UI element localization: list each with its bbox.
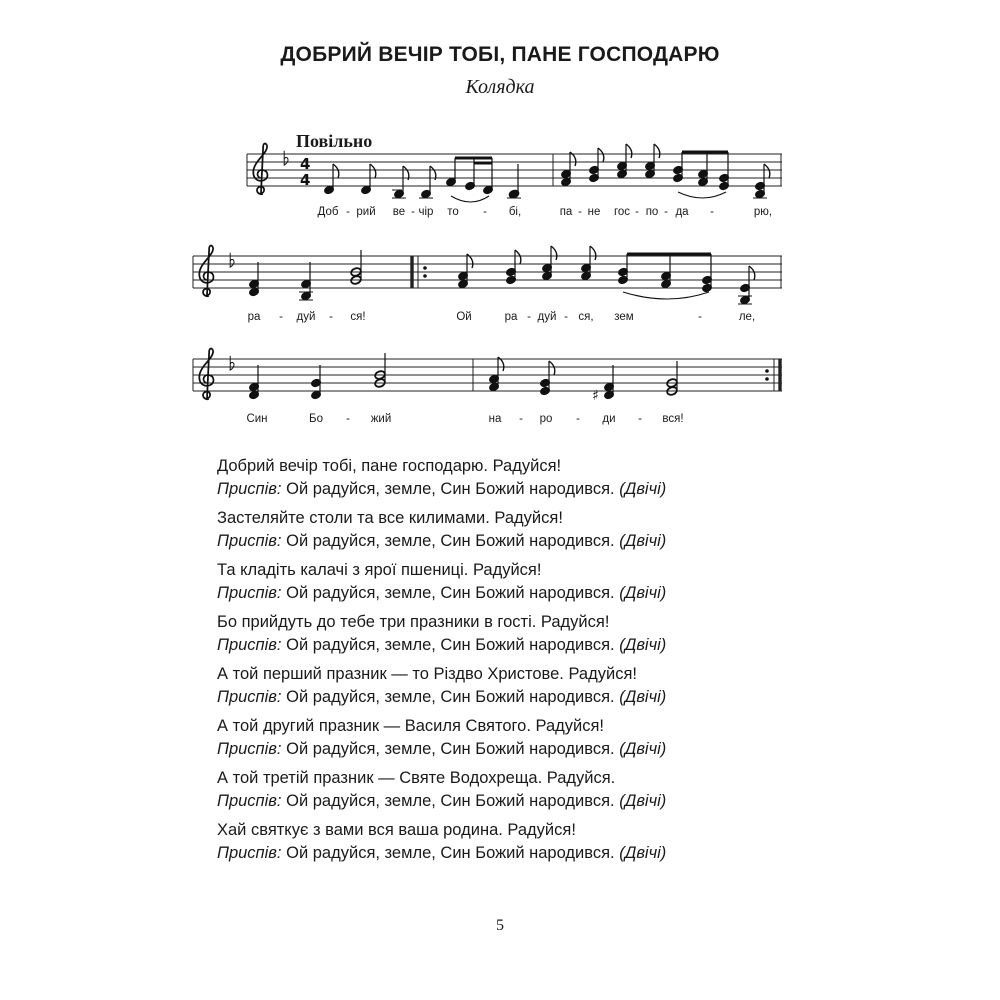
lyric-hyphen: - (578, 206, 582, 218)
refrain-line (217, 790, 777, 813)
refrain-text: Ой радуйся, земле, Син Божий народився. (286, 583, 615, 602)
lyric-syllable: чір (418, 206, 434, 218)
repeat-mark: (Двічі) (619, 791, 667, 810)
refrain-label: Приспів: (217, 687, 282, 706)
refrain-label: Приспів: (217, 791, 282, 810)
treble-clef-icon (253, 144, 267, 195)
refrain-line (217, 738, 777, 761)
verse (217, 611, 777, 656)
verse (217, 819, 777, 864)
repeat-dot (423, 274, 427, 278)
verse-line: Застеляйте столи та все килимами. Радуйся! (217, 509, 563, 527)
flat-sign-icon (230, 356, 234, 370)
verse-line: Бо прийдуть до тебе три празники в гості. Радуйся! (217, 613, 610, 631)
music-score (0, 0, 1000, 450)
verse-line: Добрий вечір тобі, пане господарю. Радуйся! (217, 457, 562, 475)
lyric-syllable: на (488, 413, 502, 425)
notes-staff-2 (249, 246, 755, 305)
lyric-syllable: Син (246, 413, 268, 425)
lyric-syllable: ро (539, 413, 553, 425)
refrain-line (217, 478, 777, 501)
page-number: 5 (496, 917, 504, 934)
verse-line: А той перший празник — то Різдво Христове. Радуйся! (217, 665, 637, 683)
lyric-hyphen: - (483, 206, 487, 218)
verse (217, 455, 777, 500)
notes-staff-1 (324, 144, 770, 202)
lyric-syllable: Бо (309, 413, 323, 425)
tempo-marking: Повільно (296, 131, 373, 151)
lyric-syllable: ся! (350, 311, 366, 323)
time-signature-bottom: 4 (300, 171, 311, 189)
lyric-syllable: бі, (508, 206, 522, 218)
verse-line: Та кладіть калачі з ярої пшениці. Радуйся! (217, 561, 542, 579)
lyric-syllable: гос (613, 206, 631, 218)
flat-sign-icon (230, 253, 234, 267)
lyric-hyphen: - (564, 311, 568, 323)
verse (217, 715, 777, 760)
repeat-mark: (Двічі) (619, 843, 667, 862)
lyrics-line-1 (318, 206, 773, 218)
staff-3 (193, 359, 782, 391)
lyric-hyphen: - (279, 311, 283, 323)
refrain-label: Приспів: (217, 531, 282, 550)
lyric-hyphen: - (698, 311, 702, 323)
lyric-syllable: Доб (317, 206, 339, 218)
verses (217, 455, 777, 871)
refrain-label: Приспів: (217, 739, 282, 758)
lyric-hyphen: - (527, 311, 531, 323)
lyric-syllable: дуй (537, 311, 557, 323)
repeat-mark: (Двічі) (619, 687, 667, 706)
lyric-syllable: ра (504, 311, 518, 323)
lyric-hyphen: - (664, 206, 668, 218)
lyric-syllable: ся, (578, 311, 594, 323)
song-title: ДОБРИЙ ВЕЧІР ТОБІ, ПАНЕ ГОСПОДАРЮ (280, 43, 720, 66)
lyric-syllable: вся! (662, 413, 684, 425)
lyric-syllable: да (675, 206, 689, 218)
refrain-line (217, 582, 777, 605)
verse (217, 767, 777, 812)
lyrics-line-3 (246, 413, 683, 425)
refrain-label: Приспів: (217, 635, 282, 654)
notes-staff-3 (249, 353, 678, 404)
lyric-syllable: по (645, 206, 659, 218)
lyrics-line-2 (248, 311, 756, 323)
refrain-text: Ой радуйся, земле, Син Божий народився. (286, 791, 615, 810)
lyric-syllable: Ой (456, 311, 472, 323)
lyric-syllable: рий (356, 206, 376, 218)
treble-clef-icon (199, 246, 213, 297)
verse-line: А той другий празник — Василя Святого. Радуйся! (217, 717, 605, 735)
refrain-line (217, 686, 777, 709)
lyric-syllable: па (559, 206, 573, 218)
refrain-text: Ой радуйся, земле, Син Божий народився. (286, 531, 615, 550)
flat-sign-icon (284, 151, 288, 165)
lyric-hyphen: - (576, 413, 580, 425)
repeat-dot (765, 369, 769, 373)
repeat-mark: (Двічі) (619, 531, 667, 550)
refrain-line (217, 842, 777, 865)
verse-line: Хай святкує з вами вся ваша родина. Радуйся! (217, 821, 576, 839)
repeat-dot (423, 266, 427, 270)
lyric-syllable: зем (614, 311, 634, 323)
verse-line: А той третій празник — Святе Водохреща. Радуйся. (217, 769, 616, 787)
verse (217, 507, 777, 552)
repeat-mark: (Двічі) (619, 479, 667, 498)
lyric-syllable: жий (370, 413, 392, 425)
lyric-syllable: ди (602, 413, 616, 425)
sharp-sign-icon: ♯ (592, 388, 599, 404)
refrain-text: Ой радуйся, земле, Син Божий народився. (286, 739, 615, 758)
repeat-mark: (Двічі) (619, 635, 667, 654)
song-subtitle: Колядка (465, 76, 535, 98)
refrain-label: Приспів: (217, 843, 282, 862)
lyric-hyphen: - (329, 311, 333, 323)
lyric-syllable: то (447, 206, 459, 218)
lyric-hyphen: - (519, 413, 523, 425)
lyric-hyphen: - (346, 206, 350, 218)
lyric-syllable: ра (247, 311, 261, 323)
lyric-hyphen: - (710, 206, 714, 218)
repeat-mark: (Двічі) (619, 739, 667, 758)
refrain-label: Приспів: (217, 479, 282, 498)
lyric-hyphen: - (635, 206, 639, 218)
lyric-hyphen: - (411, 206, 415, 218)
lyric-hyphen: - (638, 413, 642, 425)
verse (217, 559, 777, 604)
refrain-line (217, 634, 777, 657)
repeat-mark: (Двічі) (619, 583, 667, 602)
refrain-label: Приспів: (217, 583, 282, 602)
refrain-line (217, 530, 777, 553)
lyric-syllable: ве (392, 206, 406, 218)
refrain-text: Ой радуйся, земле, Син Божий народився. (286, 687, 615, 706)
lyric-syllable: рю, (753, 206, 773, 218)
lyric-syllable: не (587, 206, 601, 218)
refrain-text: Ой радуйся, земле, Син Божий народився. (286, 843, 615, 862)
verse (217, 663, 777, 708)
lyric-hyphen: - (346, 413, 350, 425)
lyric-syllable: дуй (296, 311, 316, 323)
lyric-syllable: ле, (738, 311, 756, 323)
repeat-dot (765, 377, 769, 381)
refrain-text: Ой радуйся, земле, Син Божий народився. (286, 479, 615, 498)
refrain-text: Ой радуйся, земле, Син Божий народився. (286, 635, 615, 654)
time-signature-top: 4 (300, 155, 311, 173)
treble-clef-icon (199, 349, 213, 400)
staff-2 (193, 256, 782, 288)
